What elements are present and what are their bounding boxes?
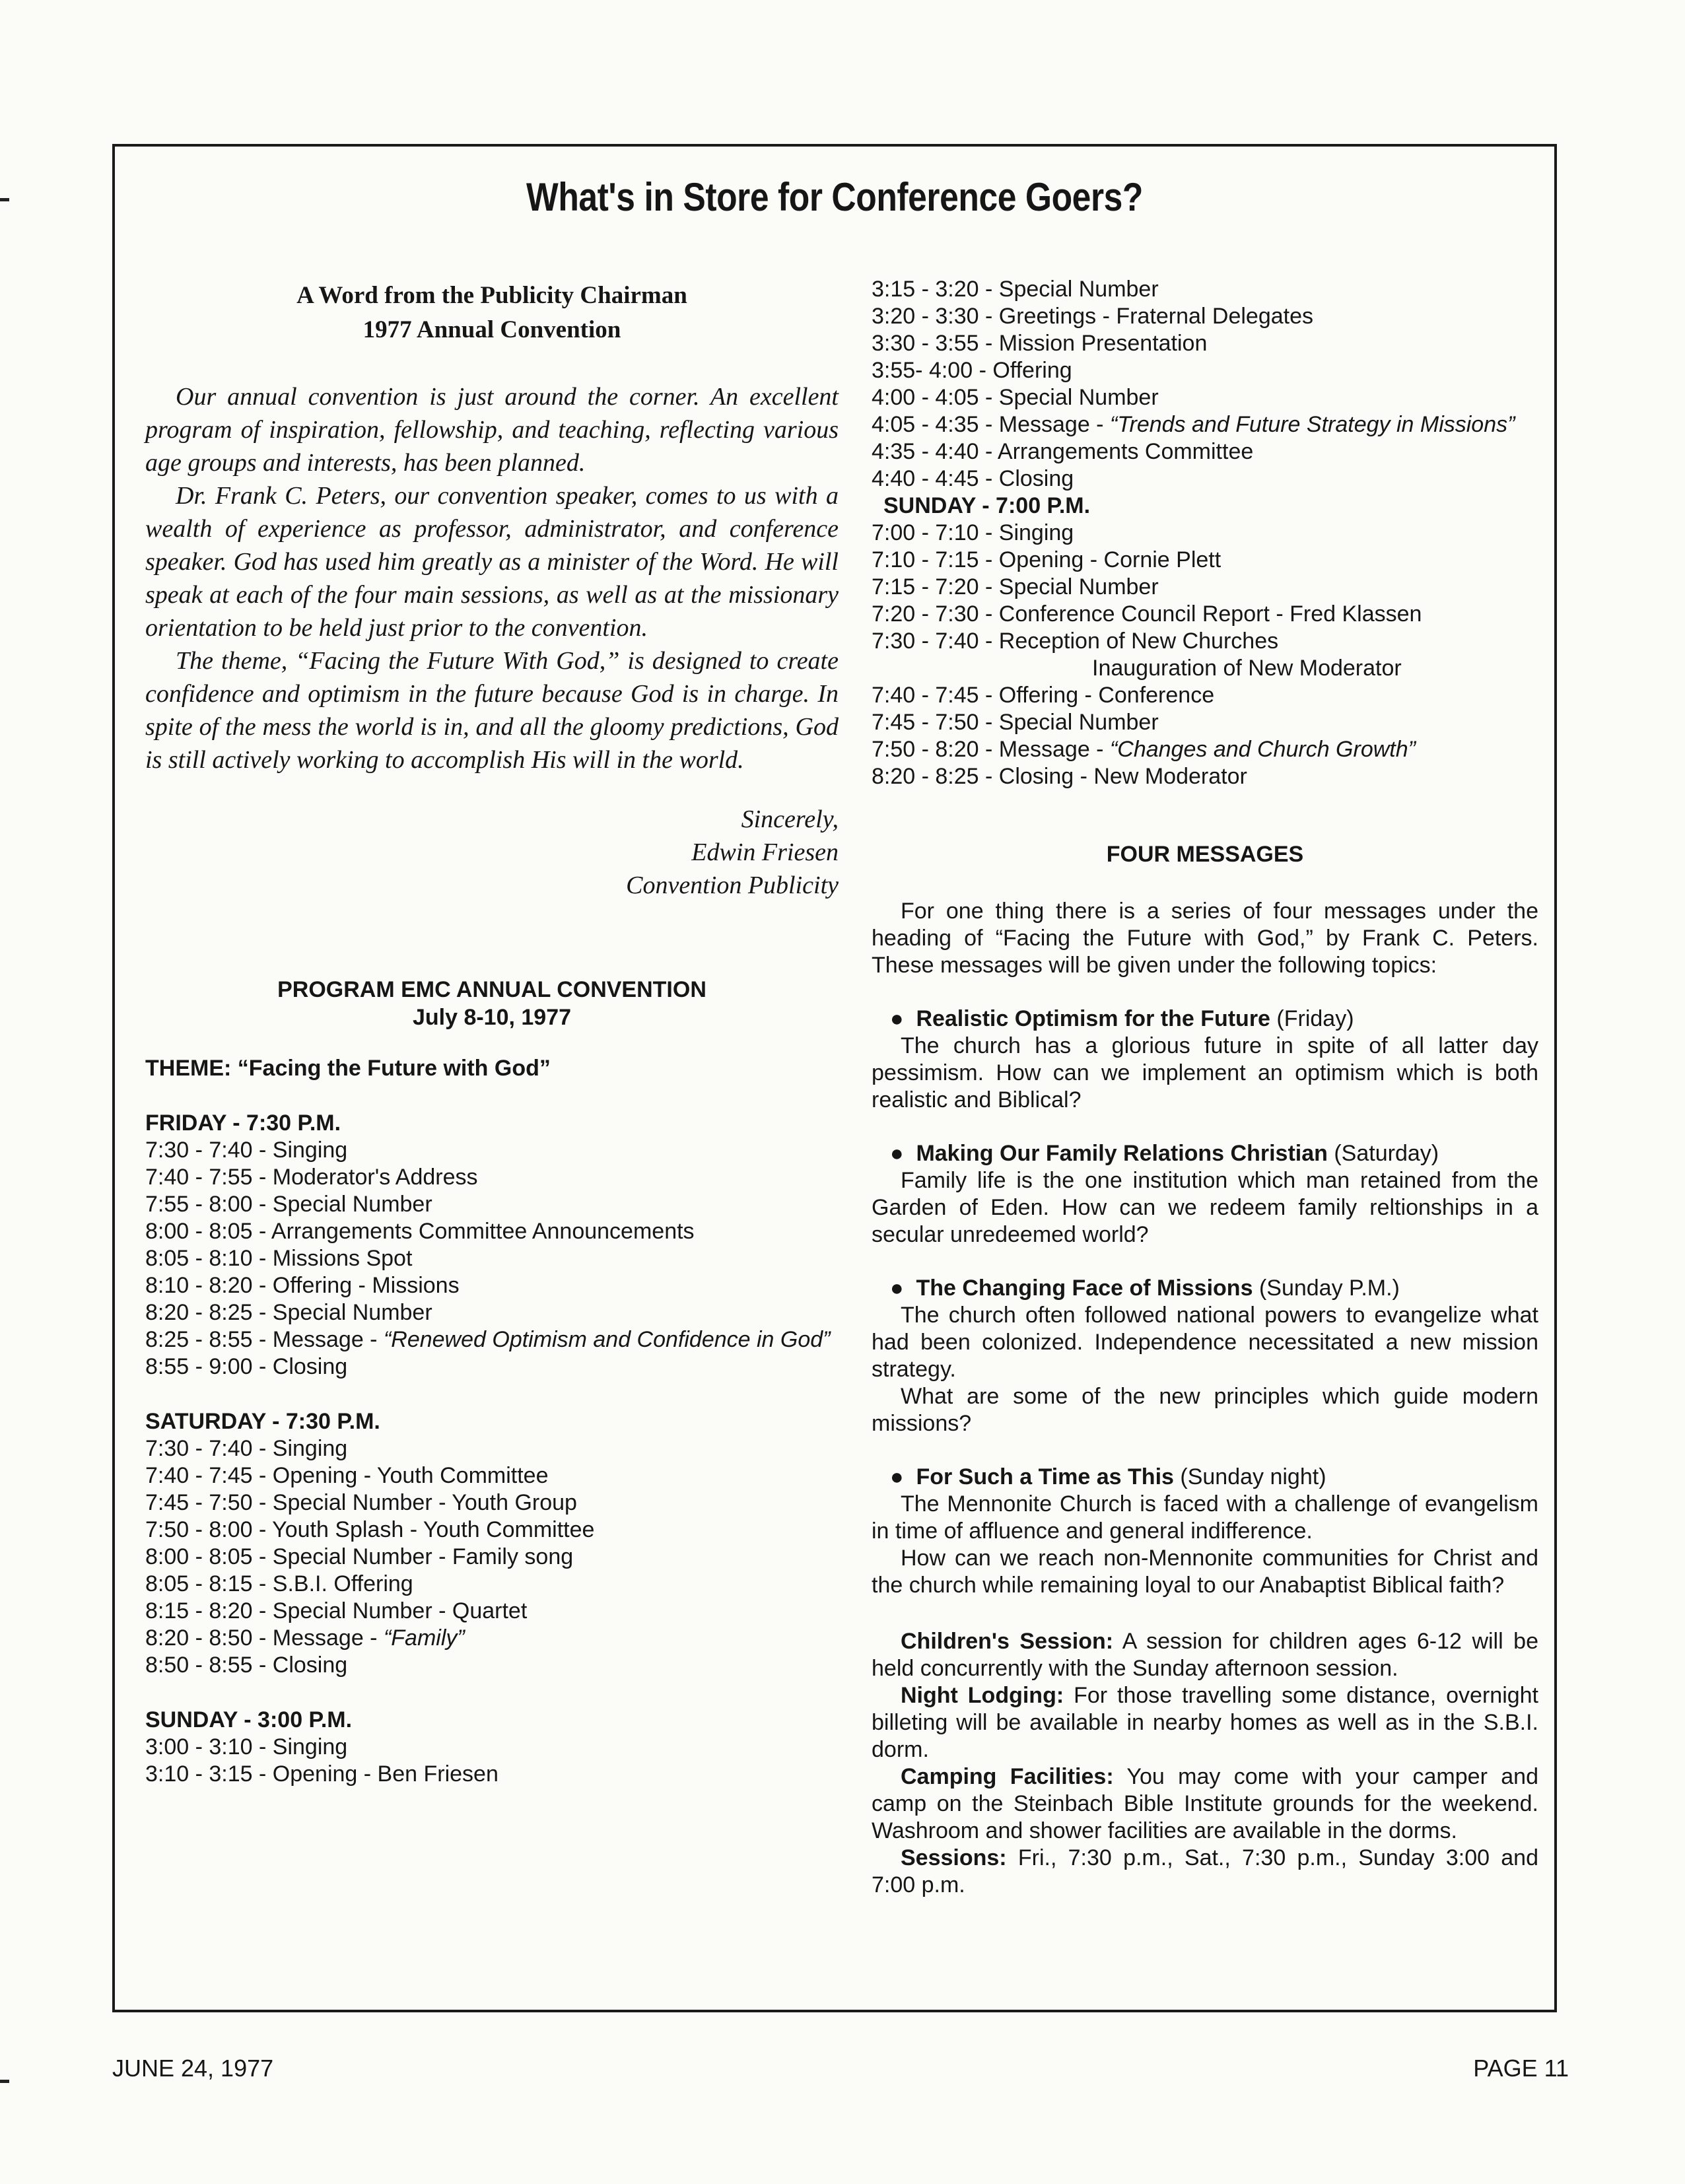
topic-heading	[872, 1006, 1538, 1033]
friday-schedule	[145, 1110, 839, 1381]
sunday-evening-heading: SUNDAY - 7:00 P.M.	[883, 493, 1091, 518]
schedule-item: 7:50 - 8:00 - Youth Splash - Youth Committee	[145, 1517, 595, 1542]
schedule-item: 7:45 - 7:50 - Special Number - Youth Group	[145, 1490, 577, 1515]
schedule-item: 8:05 - 8:10 - Missions Spot	[145, 1246, 413, 1271]
schedule-item: 4:35 - 4:40 - Arrangements Committee	[872, 439, 1254, 464]
four-messages-heading: FOUR MESSAGES	[1106, 842, 1304, 867]
message-topic	[872, 1464, 1538, 1599]
schedule-item: 8:00 - 8:05 - Special Number - Family song	[145, 1544, 574, 1569]
schedule-message-item	[872, 736, 1538, 763]
message-topic	[872, 1006, 1538, 1114]
letter-signoff	[145, 803, 839, 902]
sunday-evening-schedule	[872, 493, 1538, 790]
info-sessions	[872, 1845, 1538, 1899]
schedule-item: 8:20 - 8:25 - Closing - New Moderator	[872, 764, 1247, 789]
schedule-item: 8:50 - 8:55 - Closing	[145, 1653, 348, 1678]
bullet-icon: ●	[890, 1464, 916, 1489]
topic-paragraph: The Mennonite Church is faced with a challenge of evangelism in time of affluence and general indifference.	[872, 1491, 1538, 1544]
message-title: “Trends and Future Strategy in Missions”	[1109, 412, 1515, 437]
letter-heading-line: 1977 Annual Convention	[362, 316, 621, 343]
program-date: July 8-10, 1977	[412, 1005, 572, 1030]
info-label: Children's Session:	[901, 1629, 1114, 1654]
info-night-lodging	[872, 1682, 1538, 1763]
schedule-item: 7:55 - 8:00 - Special Number	[145, 1192, 432, 1217]
schedule-item: 7:20 - 7:30 - Conference Council Report - Fred Klassen	[872, 601, 1422, 627]
schedule-item: 7:10 - 7:15 - Opening - Cornie Plett	[872, 547, 1221, 572]
sunday-afternoon-schedule-cont	[872, 276, 1538, 493]
letter-paragraph: The theme, “Facing the Future With God,” is designed to create confidence and optimism in the future because God is in charge. In spite of the mess the world is in, and all the gloomy predictions, God is still actively working to accomplish His will in the world.	[145, 647, 839, 774]
schedule-item: 3:30 - 3:55 - Mission Presentation	[872, 331, 1208, 356]
saturday-heading: SATURDAY - 7:30 P.M.	[145, 1409, 380, 1434]
topic-title: The Changing Face of Missions	[916, 1276, 1253, 1301]
topic-day: (Sunday night)	[1180, 1464, 1326, 1489]
schedule-item: 3:20 - 3:30 - Greetings - Fraternal Delegates	[872, 304, 1313, 329]
schedule-message-item	[872, 411, 1538, 438]
program-theme: THEME: “Facing the Future with God”	[145, 1056, 551, 1081]
letter-paragraph: Dr. Frank C. Peters, our convention speaker, comes to us with a wealth of experience as professor, administrator, and conference speaker. God has used him greatly as a minister of the Word. He will speak at each of the four main sessions, as well as at the missionary orientation to be held just prior to the convention.	[145, 482, 839, 642]
schedule-message-item	[145, 1326, 839, 1353]
schedule-item: 7:45 - 7:50 - Special Number	[872, 710, 1159, 735]
schedule-item: 4:40 - 4:45 - Closing	[872, 466, 1074, 491]
topic-heading	[872, 1464, 1538, 1491]
schedule-item: 7:00 - 7:10 - Singing	[872, 520, 1074, 545]
program-heading-line: PROGRAM EMC ANNUAL CONVENTION	[277, 977, 706, 1002]
schedule-item: 3:00 - 3:10 - Singing	[145, 1734, 348, 1759]
schedule-item: 7:40 - 7:55 - Moderator's Address	[145, 1165, 478, 1190]
topic-title: Realistic Optimism for the Future	[916, 1006, 1270, 1031]
schedule-item: 7:30 - 7:40 - Singing	[145, 1436, 348, 1461]
topic-paragraph: The church has a glorious future in spite of all latter day pessimism. How can we implement an optimism which is both realistic and Biblical?	[872, 1033, 1538, 1112]
info-text: A session for children ages 6-12 will be held concurrently with the Sunday afternoon session.	[872, 1629, 1538, 1681]
topic-paragraph: The church often followed national powers to evangelize what had been colonized. Independence necessitated a new mission strategy.	[872, 1303, 1538, 1382]
schedule-item: 8:55 - 9:00 - Closing	[145, 1354, 348, 1379]
topic-title: Making Our Family Relations Christian	[916, 1141, 1328, 1166]
signoff-title: Convention Publicity	[626, 871, 839, 899]
schedule-item: 4:00 - 4:05 - Special Number	[872, 385, 1159, 410]
topic-day: (Sunday P.M.)	[1258, 1276, 1400, 1301]
footer-date: JUNE 24, 1977	[112, 2055, 274, 2082]
registration-mark	[0, 198, 9, 201]
convention-info	[872, 1628, 1538, 1899]
message-time: 8:20 - 8:50 - Message -	[145, 1625, 384, 1651]
four-messages-intro: For one thing there is a series of four messages under the heading of “Facing the Future with God,” by Frank C. Peters. These messages will be given under the following topics:	[872, 899, 1538, 978]
topic-heading	[872, 1140, 1538, 1167]
schedule-item: 8:00 - 8:05 - Arrangements Committee Announcements	[145, 1219, 695, 1244]
schedule-item: 3:10 - 3:15 - Opening - Ben Friesen	[145, 1761, 499, 1787]
topic-paragraph: How can we reach non-Mennonite communities for Christ and the church while remaining loyal to our Anabaptist Biblical faith?	[872, 1546, 1538, 1598]
schedule-item: 7:40 - 7:45 - Opening - Youth Committee	[145, 1463, 549, 1488]
schedule-item: 8:15 - 8:20 - Special Number - Quartet	[145, 1598, 528, 1623]
schedule-item: 3:55- 4:00 - Offering	[872, 358, 1072, 383]
letter-paragraph: Our annual convention is just around the corner. An excellent program of inspiration, fellowship, and teaching, reflecting various age groups and interests, has been planned.	[145, 383, 839, 477]
sunday-afternoon-heading: SUNDAY - 3:00 P.M.	[145, 1707, 353, 1732]
left-column	[145, 279, 839, 1788]
right-column	[872, 276, 1538, 1899]
page-title: What's in Store for Conference Goers?	[526, 175, 1143, 219]
info-label: Camping Facilities:	[901, 1764, 1114, 1789]
signoff-line: Sincerely,	[741, 805, 839, 833]
friday-heading: FRIDAY - 7:30 P.M.	[145, 1110, 341, 1136]
message-title: “Changes and Church Growth”	[1109, 737, 1416, 762]
letter-heading	[145, 279, 839, 347]
program-heading	[145, 976, 839, 1031]
sunday-afternoon-schedule-start	[145, 1707, 839, 1788]
info-text: For those travelling some distance, overnight billeting will be available in nearby homes as well as in the S.B.I. dorm.	[872, 1683, 1539, 1762]
message-title: “Family”	[383, 1625, 465, 1651]
message-topic	[872, 1275, 1538, 1437]
schedule-item-continuation: Inauguration of New Moderator	[1092, 656, 1402, 681]
bullet-icon: ●	[890, 1141, 916, 1166]
info-text: You may come with your camper and camp on the Steinbach Bible Institute grounds for the weekend. Washroom and shower facilities are available in the dorms.	[872, 1764, 1538, 1843]
schedule-item: 7:30 - 7:40 - Reception of New Churches	[872, 629, 1279, 654]
article-frame	[112, 144, 1557, 2012]
topic-day: (Friday)	[1276, 1006, 1354, 1031]
bullet-icon: ●	[890, 1276, 916, 1301]
message-time: 4:05 - 4:35 - Message -	[872, 412, 1110, 437]
message-time: 8:25 - 8:55 - Message -	[145, 1327, 384, 1352]
registration-mark	[0, 2080, 9, 2083]
schedule-message-item	[145, 1625, 839, 1652]
message-title: “Renewed Optimism and Confidence in God”	[383, 1327, 831, 1352]
signoff-name: Edwin Friesen	[691, 838, 839, 866]
schedule-item: 8:10 - 8:20 - Offering - Missions	[145, 1273, 460, 1298]
bullet-icon: ●	[890, 1006, 916, 1031]
saturday-schedule	[145, 1408, 839, 1679]
info-text: Fri., 7:30 p.m., Sat., 7:30 p.m., Sunday 3:00 and 7:00 p.m.	[872, 1845, 1538, 1897]
info-camping	[872, 1763, 1538, 1845]
schedule-item: 8:20 - 8:25 - Special Number	[145, 1300, 432, 1325]
topic-paragraph: Family life is the one institution which man retained from the Garden of Eden. How can we redeem family reltionships in a secular unredeemed world?	[872, 1168, 1538, 1247]
message-time: 7:50 - 8:20 - Message -	[872, 737, 1110, 762]
info-label: Night Lodging:	[901, 1683, 1064, 1708]
letter-body	[145, 380, 839, 776]
topic-day: (Saturday)	[1334, 1141, 1439, 1166]
info-children-session	[872, 1628, 1538, 1682]
topic-title: For Such a Time as This	[916, 1464, 1174, 1489]
topic-heading	[872, 1275, 1538, 1302]
info-label: Sessions:	[901, 1845, 1007, 1870]
footer-page-number: PAGE 11	[1473, 2055, 1569, 2082]
message-topic	[872, 1140, 1538, 1248]
topic-paragraph: What are some of the new principles which guide modern missions?	[872, 1384, 1538, 1436]
letter-heading-line: A Word from the Publicity Chairman	[296, 282, 687, 309]
schedule-item: 7:30 - 7:40 - Singing	[145, 1138, 348, 1163]
schedule-item: 7:15 - 7:20 - Special Number	[872, 574, 1159, 599]
schedule-item: 3:15 - 3:20 - Special Number	[872, 277, 1159, 302]
schedule-item: 7:40 - 7:45 - Offering - Conference	[872, 683, 1215, 708]
schedule-item: 8:05 - 8:15 - S.B.I. Offering	[145, 1571, 413, 1596]
